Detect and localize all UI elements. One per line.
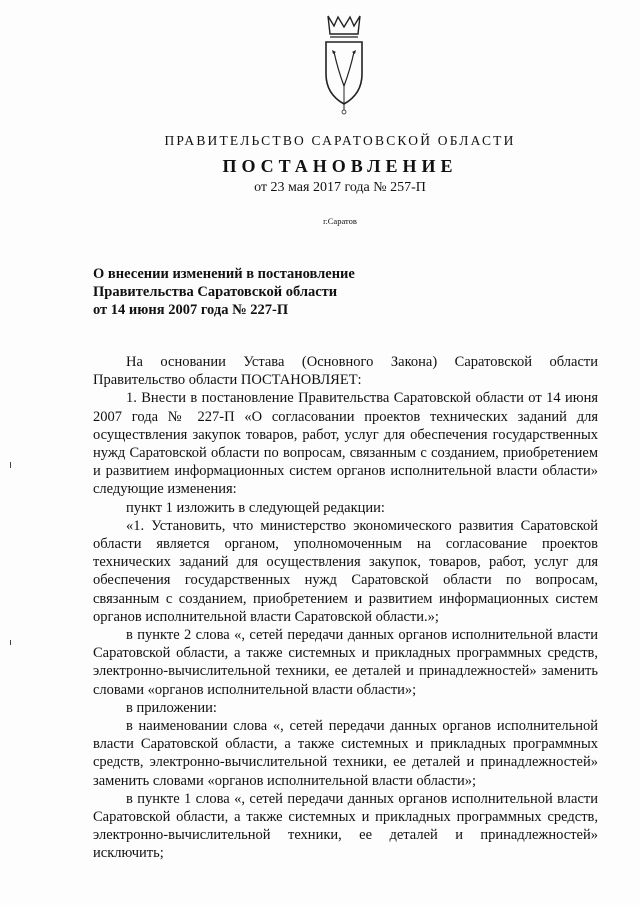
document-body (93, 353, 598, 863)
subject-line: О внесении изменений в постановление (93, 266, 355, 282)
scan-margin-mark (10, 640, 11, 645)
body-paragraph: в приложении: (126, 699, 217, 716)
scan-margin-mark (10, 462, 11, 468)
government-name: ПРАВИТЕЛЬСТВО САРАТОВСКОЙ ОБЛАСТИ (164, 133, 516, 148)
body-paragraph: в наименовании слова «, сетей передачи данных органов исполнительной власти Саратовской области, а также системных и прикладных программных средств, электронно-вычислительной техники, ее деталей и принадлежностей» заменить словами «органов исполнительной власти области»; (93, 718, 598, 789)
body-paragraph: «1. Установить, что министерство экономического развития Саратовской области является органом, уполномоченным на согласование проектов технических заданий для осуществления закупок, товаров, работ, услуг для обеспечения государственных нужд Саратовской области по вопросам, связанным с созданием, приобретением и развитием информационных систем органов исполнительной власти Саратовской области.»; (93, 517, 598, 625)
coat-of-arms-emblem (320, 12, 368, 118)
document-subject (93, 265, 453, 319)
document-city: г.Саратов (323, 216, 357, 226)
body-paragraph: На основании Устава (Основного Закона) Саратовской области Правительство области ПОСТАНОВЛЯЕТ: (93, 354, 598, 389)
body-paragraph: пункт 1 изложить в следующей редакции: (126, 499, 385, 516)
subject-line: от 14 июня 2007 года № 227-П (93, 302, 289, 318)
body-paragraph: в пункте 1 слова «, сетей передачи данных органов исполнительной власти Саратовской области, а также системных и прикладных программных средств, электронно-вычислительной техники, ее деталей и принадлежностей» исключить; (93, 790, 598, 862)
body-paragraph: в пункте 2 слова «, сетей передачи данных органов исполнительной власти Саратовской области, а также системных и прикладных программных средств, электронно-вычислительной техники, ее деталей и принадлежностей» заменить словами «органов исполнительной власти области»; (93, 627, 598, 698)
subject-line: Правительства Саратовской области (93, 284, 338, 300)
body-paragraph: 1. Внести в постановление Правительства Саратовской области от 14 июня 2007 года № 227-П «О согласовании проектов технических заданий для осуществления закупок товаров, работ, услуг для обеспечения государственных нужд Саратовской области по вопросам, связанным с созданием, приобретением и развитием информационных систем органов исполнительной власти области» следующие изменения: (93, 390, 598, 498)
document-date-number: от 23 мая 2017 года № 257-П (254, 180, 426, 195)
document-type: ПОСТАНОВЛЕНИЕ (222, 156, 458, 176)
